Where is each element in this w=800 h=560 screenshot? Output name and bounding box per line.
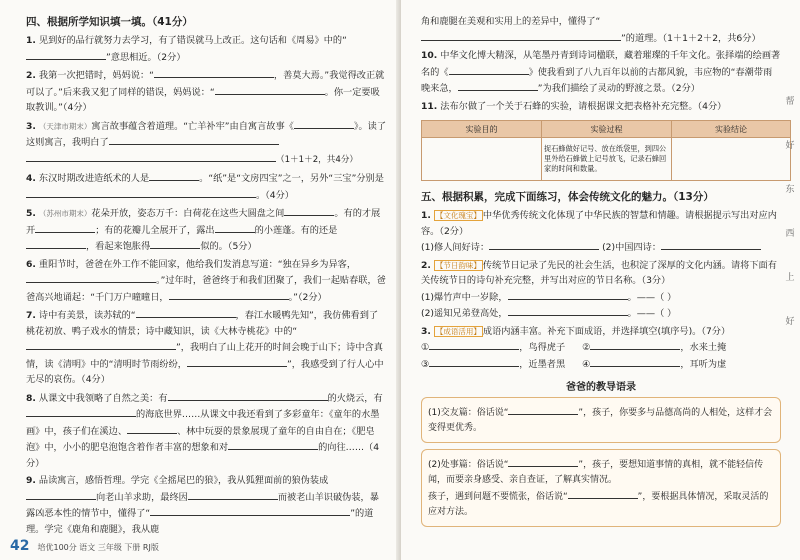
q4-text-mid: 。“纸”是“文房四宝”之一，另外“三宝”分别是: [199, 173, 384, 184]
r3-marker-3: ③: [421, 358, 430, 370]
r2-tag: 【节日韵味】: [435, 260, 481, 270]
q8-blank-3[interactable]: [127, 423, 177, 434]
box2-blank-2[interactable]: [568, 488, 638, 499]
r1-option-2: (2)中国四诗：: [602, 242, 662, 253]
box-title: 爸爸的教导语录: [566, 382, 636, 393]
experiment-table: [421, 120, 791, 181]
q3-text-mid: 》。读了这则寓言，我明白了: [26, 120, 387, 148]
side-char: 东: [785, 185, 795, 195]
q8-blank-4[interactable]: [228, 439, 318, 450]
q8-text-e: 的向往……（4分）: [26, 442, 380, 469]
q8-number: 8.: [26, 392, 36, 404]
q7-text-d: ”，我感受到了行人心中无尽的哀伤。（4分）: [26, 358, 384, 385]
q11-number: 11.: [421, 100, 438, 112]
q8-text-b: 的火烧云，有: [327, 392, 383, 404]
q5-text-d: 的小莲蓬。有的还是: [254, 224, 338, 236]
q10-blank-1[interactable]: [449, 64, 529, 75]
r2-line-1: (1)爆竹声中一岁除，: [421, 291, 508, 303]
q7-text-b: ，春江水暖鸭先知”，我仿佛看到了桃花初放、鸭子戏水的情景；诗中藏知识，读《大林寺桃花》中的“: [26, 310, 379, 337]
q8-text-d: 、林中玩耍的景象展现了童年的自由自在；《肥皂泡》中，小小的肥皂泡饱含着作者丰富的想象和对: [26, 425, 375, 453]
question-9: [26, 473, 386, 537]
r3-blank-2[interactable]: [590, 339, 680, 350]
side-char: 西: [785, 229, 795, 239]
q9-number: 9.: [26, 475, 36, 486]
q9-text-b: 向老山羊求助，最终因: [96, 491, 188, 503]
side-char: 好: [785, 141, 795, 151]
q9-blank-1[interactable]: [26, 489, 96, 500]
question-11: [421, 99, 781, 115]
box2-text-b: ”，孩子，要想知道事情的真相，就不能轻信传闻，而要亲身感受、亲自查证，了解真实情况。: [428, 460, 764, 485]
q3-blank-3[interactable]: [26, 151, 276, 162]
q1-number: 1.: [26, 35, 36, 46]
side-decoration: [783, 80, 797, 344]
q5-blank-5[interactable]: [150, 238, 200, 249]
q8-text-c: 的海底世界……从课文中我还看到了多彩童年：《童年的水墨画》中，孩子们在溪边、: [26, 409, 380, 437]
r3-marker-2: ②: [582, 342, 591, 353]
r-question-3: [421, 324, 781, 373]
q5-text-f: 似的。（5分）: [200, 241, 257, 252]
side-char: 上: [785, 273, 795, 283]
r1-blank-2[interactable]: [661, 239, 761, 250]
q5-text-e: ，看起来饱胀得: [86, 241, 151, 252]
q3-number: 3.: [26, 120, 36, 132]
side-char: 帮: [785, 97, 795, 107]
q1-text-end: ”意思相近。（2分）: [106, 51, 186, 63]
question-5: [26, 205, 386, 255]
r2-blank-1[interactable]: [508, 289, 628, 300]
quote-box-1: [421, 397, 781, 443]
q10-blank-2[interactable]: [458, 80, 538, 91]
q3-blank-2[interactable]: [109, 134, 279, 145]
q7-blank-3[interactable]: [187, 356, 287, 367]
q7-blank-2[interactable]: [26, 339, 176, 350]
r3-idiom-1: ，鸟得虎子: [519, 342, 566, 353]
box2-text-c: 孩子，遇到问题不要慌张，俗话说“: [428, 492, 568, 502]
q6-text-end: 。”（2分）: [288, 291, 327, 303]
q4-text-end: 。（4分）: [256, 189, 294, 201]
q9-text-d: ”的道理。学完《鹿角和鹿腿》，我从鹿: [26, 508, 374, 535]
q9-text-c: 而被老山羊识破伪装，暴露凶恶本性的情节中，懂得了“: [26, 491, 379, 519]
q2-text: 我第一次把错时，妈妈说：“: [38, 70, 154, 81]
r3-marker-4: ④: [582, 358, 591, 370]
q5-blank-4[interactable]: [26, 238, 86, 249]
q5-text: 花朵开放，姿态万千：白荷花在这些大圆盘之间: [91, 208, 285, 219]
table-header-process: 实验过程: [542, 121, 672, 138]
q4-number: 4.: [26, 173, 36, 184]
table-header-conclusion: 实验结论: [672, 121, 791, 138]
section5-title: 五、根据积累，完成下面练习，体会传统文化的魅力。（13分）: [421, 191, 714, 203]
table-cell-purpose[interactable]: [422, 138, 542, 181]
q3-tag: （天津市期末）: [38, 121, 92, 131]
r3-idiom-4: ，耳听为虚: [680, 358, 727, 370]
quote-box-2: [421, 449, 781, 527]
r3-tag: 【成语活用】: [435, 326, 481, 336]
q2-text-mid: ，善莫大焉。”我觉得改正就可以了。”后来我又犯了同样的错误，妈妈说：“: [26, 70, 385, 98]
r1-number: 1.: [421, 210, 431, 221]
q4-text: 东汉时期改进造纸术的人是: [38, 173, 150, 184]
q6-text-mid: 。”过年时，爸爸终于和我们团聚了，我们一起贴春联，爸爸高兴地诵起：“千门万户曈曈日，: [26, 275, 386, 303]
side-char: 好: [785, 317, 795, 327]
q5-text-c: ；有的花瓣儿全展开了，露出: [95, 224, 215, 236]
r3-marker-1: ①: [421, 342, 430, 353]
q2-number: 2.: [26, 70, 36, 81]
q8-blank-2[interactable]: [26, 406, 136, 417]
section4-title: 四、根据所学知识填一填。（41分）: [26, 16, 193, 28]
r1-text: 中华优秀传统文化体现了中华民族的智慧和情趣。请根据提示写出对应内容。（2分）: [421, 210, 777, 237]
q8-text: 从课文中我领略了自然之美：有: [38, 392, 168, 404]
q1-blank[interactable]: [26, 49, 106, 60]
r1-blank-1[interactable]: [489, 239, 599, 250]
continued-text: [421, 14, 781, 46]
left-footer: [10, 538, 159, 554]
cont-blank[interactable]: [421, 30, 621, 41]
q9-blank-2[interactable]: [188, 489, 278, 500]
r2-line-2-tail: 。——（ ）: [627, 308, 677, 319]
cont-text: 角和鹿腿在美观和实用上的差异中，懂得了“: [421, 16, 601, 27]
q5-blank-2[interactable]: [35, 222, 95, 233]
cont-text-end: ”的道理。（1＋1＋2＋2，共6分）: [621, 32, 761, 44]
q6-number: 6.: [26, 258, 36, 270]
q5-blank-1[interactable]: [284, 205, 334, 216]
r1-tag: 【文化瑰宝】: [435, 211, 481, 220]
r2-text: 传统节日记录了先民的社会生活，也积淀了深厚的文化内涵。请将下面有关传统节日的诗句补充完整，并写出对应的节日名称。（3分）: [421, 259, 777, 286]
r-question-1: [421, 208, 781, 256]
r3-blank-4[interactable]: [590, 356, 680, 367]
r2-number: 2.: [421, 259, 431, 271]
q3-text: 寓言故事蕴含着道理。“亡羊补牢”由自寓言故事《: [91, 120, 294, 132]
q5-blank-3[interactable]: [215, 222, 255, 233]
r3-number: 3.: [421, 325, 431, 337]
q10-text: 中华文化博大精深，从笔墨丹青到诗词楹联，藏着璀璨的千年文化。张择端的绘画著名的《: [421, 50, 781, 78]
box2-text: (2)处事篇：俗话说“: [428, 460, 509, 470]
question-8: [26, 390, 386, 472]
q1-text: 见到好的品行就努力去学习，有了错误就马上改正。这句话和《周易》中的“: [38, 35, 347, 46]
q10-number: 10.: [421, 50, 438, 61]
question-10: [421, 48, 781, 97]
right-page: [400, 0, 800, 560]
book-info: 培优100分 语文 三年级 下册 RJ版: [37, 543, 159, 552]
table-header-purpose: 实验目的: [422, 121, 542, 138]
table-cell-conclusion[interactable]: [672, 138, 791, 181]
q2-blank-1[interactable]: [154, 67, 274, 78]
q2-text-end: 。你一定要吸取教训。”（4分）: [26, 86, 380, 113]
r3-blank-1[interactable]: [429, 339, 519, 350]
q9-blank-3[interactable]: [150, 505, 350, 516]
q7-text-c: ”，我明白了山上花开的时间会晚于山下；诗中含真情，读《清明》中的“清明时节雨纷纷，: [26, 342, 383, 370]
question-6: [26, 257, 386, 306]
q4-blank-2[interactable]: [26, 187, 256, 198]
q5-text-b: 。有的才展开: [26, 208, 381, 236]
question-7: [26, 307, 386, 388]
q3-blank-1[interactable]: [294, 118, 354, 129]
question-2: [26, 67, 386, 116]
q5-tag: （苏州市期末）: [38, 209, 92, 218]
q10-text-c: ”为我们描绘了灵动的野渡之景。（2分）: [537, 83, 700, 94]
r2-blank-2[interactable]: [508, 305, 628, 316]
q2-blank-2[interactable]: [215, 84, 325, 95]
q7-number: 7.: [26, 310, 36, 321]
q11-text: 法布尔做了一个关于石蜂的实验，请根据课文把表格补充完整。（4分）: [440, 100, 727, 112]
r3-text: 成语内涵丰富。补充下面成语，并选择填空(填序号)。（7分）: [482, 325, 731, 337]
q7-blank-1[interactable]: [136, 307, 236, 318]
q10-text-b: 》使我看到了八九百年以前的古都风貌，韦应物的“春潮带雨晚来急，: [421, 66, 773, 94]
table-cell-process: 捉石蜂做好记号、放在纸袋里，到四公里外给石蜂做上记号放飞，记录石蜂回家的时间和数量。: [542, 138, 672, 181]
box2-text-d: ”，要根据具体情况，采取灵活的应对方法。: [428, 492, 769, 517]
q9-text: 品读寓言，感悟哲理。学完《全摇尾巴的狼》，我从狐狸面前的狼伪装成: [38, 475, 329, 486]
box1-text-end: ”，孩子，你要多与品德高尚的人相处，这样才会变得更优秀。: [428, 408, 773, 433]
r3-idiom-3: ，近墨者黑: [519, 358, 566, 370]
r2-line-2: (2)遥知兄弟登高处，: [421, 308, 508, 319]
q6-blank-2[interactable]: [169, 289, 289, 300]
q8-blank-1[interactable]: [168, 390, 328, 401]
box1-blank[interactable]: [508, 404, 578, 415]
q6-blank-1[interactable]: [26, 272, 156, 283]
question-4: [26, 170, 386, 203]
box1-text: (1)交友篇：俗话说“: [428, 408, 509, 418]
page-number: 42: [10, 538, 30, 554]
box2-blank-1[interactable]: [508, 456, 578, 467]
q5-number: 5.: [26, 208, 36, 219]
r2-line-1-tail: 。——（ ）: [627, 291, 677, 303]
r-question-2: [421, 258, 781, 322]
question-3: [26, 118, 386, 169]
q7-text: 诗中有美景，读苏轼的“: [38, 310, 136, 321]
q3-score: （1＋1＋2，共4分）: [276, 154, 359, 165]
q4-blank-1[interactable]: [149, 170, 199, 181]
q6-text: 重阳节时，爸爸在外工作不能回家，他给我们发消息写道：“独在异乡为异客，: [38, 258, 357, 270]
r3-idiom-2: ，水来土掩: [680, 342, 727, 353]
question-1: [26, 33, 386, 65]
r1-option-1: (1)修人间好诗：: [421, 242, 490, 253]
r3-blank-3[interactable]: [429, 356, 519, 367]
